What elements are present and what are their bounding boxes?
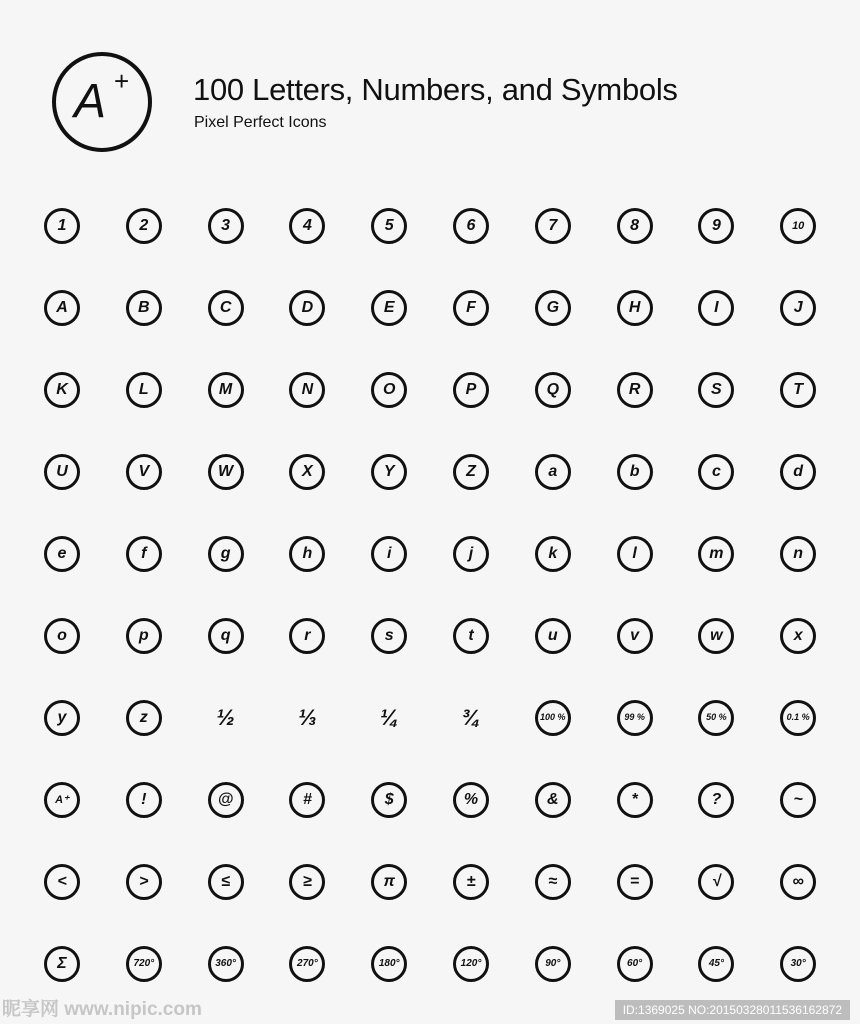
icon-label: 7 [548, 217, 558, 234]
icon-label: 120° [460, 958, 482, 969]
icon-label: ½ [216, 705, 235, 730]
icon-label: & [547, 791, 559, 808]
icon-label: e [57, 545, 67, 562]
icon-label: F [466, 299, 476, 316]
icon-label: d [793, 463, 804, 480]
degrees-180-icon [371, 946, 407, 982]
letter-Q-icon [535, 372, 571, 408]
at-sign-icon [208, 782, 244, 818]
degrees-720-icon [126, 946, 162, 982]
letter-b-icon [617, 454, 653, 490]
icon-label: 30° [790, 958, 806, 969]
icon-label: i [386, 545, 392, 562]
letter-W-icon [208, 454, 244, 490]
icon-label: ∞ [792, 873, 804, 890]
plus-minus-icon [453, 864, 489, 900]
letter-B-icon [126, 290, 162, 326]
icon-label: = [629, 873, 640, 890]
letter-s-icon [371, 618, 407, 654]
degrees-60-icon [617, 946, 653, 982]
icon-label: n [793, 545, 804, 562]
degrees-30-icon [780, 946, 816, 982]
icon-label: 45° [708, 958, 724, 969]
icon-label: 360° [215, 958, 236, 969]
one-half-icon [206, 698, 246, 738]
letter-D-icon [289, 290, 325, 326]
icon-label: 5 [384, 217, 394, 234]
icon-label: L [138, 381, 149, 398]
letter-v-icon [617, 618, 653, 654]
icon-label: T [793, 381, 804, 398]
less-than-icon [44, 864, 80, 900]
letter-k-icon [535, 536, 571, 572]
icon-label: X [302, 463, 313, 480]
logo-plus: + [114, 66, 130, 96]
letter-h-icon [289, 536, 325, 572]
letter-y-icon [44, 700, 80, 736]
number-2-icon [126, 208, 162, 244]
letter-F-icon [453, 290, 489, 326]
letter-u-icon [535, 618, 571, 654]
icon-label: 10 [792, 219, 805, 232]
icon-label: 180° [378, 958, 400, 969]
icon-label: ≤ [221, 873, 230, 890]
letter-x-icon [780, 618, 816, 654]
icon-label: o [57, 627, 67, 644]
icon-label: B [138, 299, 150, 316]
letter-S-icon [698, 372, 734, 408]
letter-R-icon [617, 372, 653, 408]
icon-label: p [138, 627, 149, 644]
letter-L-icon [126, 372, 162, 408]
number-9-icon [698, 208, 734, 244]
icon-label: ≈ [548, 873, 558, 890]
icon-label: π [383, 873, 395, 890]
number-10-icon [780, 208, 816, 244]
letter-l-icon [617, 536, 653, 572]
greater-than-icon [126, 864, 162, 900]
icon-label: b [629, 463, 640, 480]
icon-label: Q [546, 381, 560, 398]
icon-label: O [382, 381, 396, 398]
watermark-id: ID:1369025 NO:20150328011536162872 [615, 1000, 850, 1020]
letter-j-icon [453, 536, 489, 572]
icon-label: k [548, 545, 558, 562]
icon-label: R [628, 381, 641, 398]
letter-K-icon [44, 372, 80, 408]
icon-label: 0.1 % [786, 712, 810, 723]
icon-label: z [139, 709, 148, 726]
icon-label: v [630, 627, 640, 644]
page-subtitle: Pixel Perfect Icons [194, 114, 327, 131]
icon-label: ¼ [380, 705, 399, 730]
letter-i-icon [371, 536, 407, 572]
letter-p-icon [126, 618, 162, 654]
letter-G-icon [535, 290, 571, 326]
icon-label: G [546, 299, 560, 316]
icon-label: Z [466, 463, 476, 480]
letter-g-icon [208, 536, 244, 572]
letter-d-icon [780, 454, 816, 490]
letter-q-icon [208, 618, 244, 654]
number-7-icon [535, 208, 571, 244]
icon-label: 60° [627, 958, 643, 969]
less-than-or-equal-icon [208, 864, 244, 900]
icon-label: M [218, 381, 233, 398]
tilde-icon [780, 782, 816, 818]
icon-label: A⁺ [55, 793, 69, 806]
letter-e-icon [44, 536, 80, 572]
icon-label: 720° [133, 958, 155, 969]
icon-label: l [632, 545, 637, 562]
percent-50-icon [698, 700, 734, 736]
icon-label: r [304, 627, 311, 644]
question-mark-icon [698, 782, 734, 818]
letter-a-icon [535, 454, 571, 490]
icon-label: 9 [711, 217, 721, 234]
icon-label: 100 % [540, 712, 566, 723]
ampersand-icon [535, 782, 571, 818]
icon-label: I [714, 299, 719, 316]
icon-label: ± [466, 873, 476, 890]
icon-label: x [793, 627, 803, 644]
degrees-120-icon [453, 946, 489, 982]
icon-label: 8 [630, 217, 640, 234]
icon-label: Σ [57, 955, 67, 972]
number-1-icon [44, 208, 80, 244]
icon-label: a [548, 463, 558, 480]
icon-label: ≥ [303, 873, 312, 890]
icon-label: H [628, 299, 641, 316]
icon-label: 90° [545, 958, 561, 969]
icon-label: j [468, 545, 474, 562]
letter-U-icon [44, 454, 80, 490]
icon-label: S [711, 381, 722, 398]
letter-E-icon [371, 290, 407, 326]
dollar-icon [371, 782, 407, 818]
letter-m-icon [698, 536, 734, 572]
sigma-icon [44, 946, 80, 982]
letter-o-icon [44, 618, 80, 654]
number-5-icon [371, 208, 407, 244]
three-quarters-icon [451, 698, 491, 738]
icon-label: @ [217, 791, 234, 808]
letter-P-icon [453, 372, 489, 408]
letter-z-icon [126, 700, 162, 736]
icon-label: √ [712, 873, 721, 890]
icon-label: E [383, 299, 395, 316]
degrees-270-icon [289, 946, 325, 982]
icon-label: w [710, 627, 723, 644]
icon-label: ¾ [461, 705, 481, 730]
percent-99-icon [617, 700, 653, 736]
icon-label: % [463, 791, 479, 808]
letter-Y-icon [371, 454, 407, 490]
hash-icon [289, 782, 325, 818]
letter-t-icon [453, 618, 489, 654]
percent-0-1-icon [780, 700, 816, 736]
page-title: 100 Letters, Numbers, and Symbols [193, 72, 678, 107]
icon-label: V [138, 463, 150, 480]
icon-label: f [141, 545, 147, 562]
letter-V-icon [126, 454, 162, 490]
letter-O-icon [371, 372, 407, 408]
letter-c-icon [698, 454, 734, 490]
degrees-360-icon [208, 946, 244, 982]
equals-icon [617, 864, 653, 900]
icon-label: > [139, 873, 149, 890]
icon-label: U [56, 463, 68, 480]
number-8-icon [617, 208, 653, 244]
letter-Z-icon [453, 454, 489, 490]
letter-H-icon [617, 290, 653, 326]
icon-label: ! [141, 791, 147, 808]
icon-label: C [219, 299, 232, 316]
percent-100-icon [535, 700, 571, 736]
icon-label: q [220, 627, 231, 644]
icon-label: ~ [793, 791, 803, 808]
letter-A-icon [44, 290, 80, 326]
infinity-icon [780, 864, 816, 900]
degrees-90-icon [535, 946, 571, 982]
icon-label: s [384, 627, 394, 644]
icon-label: h [302, 545, 313, 562]
letter-n-icon [780, 536, 816, 572]
icon-label: A [56, 299, 68, 316]
letter-N-icon [289, 372, 325, 408]
icon-label: m [709, 545, 724, 562]
icon-label: c [711, 463, 721, 480]
icon-label: 3 [221, 217, 231, 234]
icon-label: 4 [302, 217, 312, 234]
icon-label: < [57, 873, 67, 890]
square-root-icon [698, 864, 734, 900]
approximately-icon [535, 864, 571, 900]
watermark [0, 990, 860, 1024]
icon-label: g [220, 545, 231, 562]
number-4-icon [289, 208, 325, 244]
number-6-icon [453, 208, 489, 244]
asterisk-icon [617, 782, 653, 818]
letter-f-icon [126, 536, 162, 572]
letter-r-icon [289, 618, 325, 654]
pi-icon [371, 864, 407, 900]
one-quarter-icon [369, 698, 409, 738]
degrees-45-icon [698, 946, 734, 982]
icon-label: $ [384, 791, 394, 808]
icon-label: 270° [297, 958, 318, 969]
icon-label: ⅓ [298, 705, 317, 730]
letter-C-icon [208, 290, 244, 326]
icon-label: J [793, 299, 803, 316]
icon-label: K [56, 381, 68, 398]
letter-w-icon [698, 618, 734, 654]
icon-label: P [465, 381, 477, 398]
icon-label: D [301, 299, 314, 316]
icon-label: 1 [57, 217, 67, 234]
icon-label: 50 % [706, 712, 727, 723]
icon-label: y [57, 709, 67, 726]
greater-than-or-equal-icon [289, 864, 325, 900]
watermark-site: 昵享网 www.nipic.com [2, 999, 202, 1020]
logo-letter: A [74, 75, 107, 128]
icon-label: ? [711, 791, 722, 808]
icon-label: 2 [139, 217, 149, 234]
letter-J-icon [780, 290, 816, 326]
icon-label: Y [383, 463, 395, 480]
number-3-icon [208, 208, 244, 244]
one-third-icon [287, 698, 327, 738]
icon-label: 99 % [624, 712, 645, 723]
icon-label: # [302, 791, 312, 808]
letter-M-icon [208, 372, 244, 408]
letter-T-icon [780, 372, 816, 408]
exclamation-icon [126, 782, 162, 818]
a-plus-icon [44, 782, 80, 818]
icon-label: * [631, 791, 638, 808]
icon-label: N [301, 381, 314, 398]
icon-label: t [468, 627, 474, 644]
percent-icon [453, 782, 489, 818]
icon-label: W [218, 463, 234, 480]
icon-label: 6 [466, 217, 476, 234]
letter-I-icon [698, 290, 734, 326]
icon-label: u [547, 627, 558, 644]
letter-X-icon [289, 454, 325, 490]
